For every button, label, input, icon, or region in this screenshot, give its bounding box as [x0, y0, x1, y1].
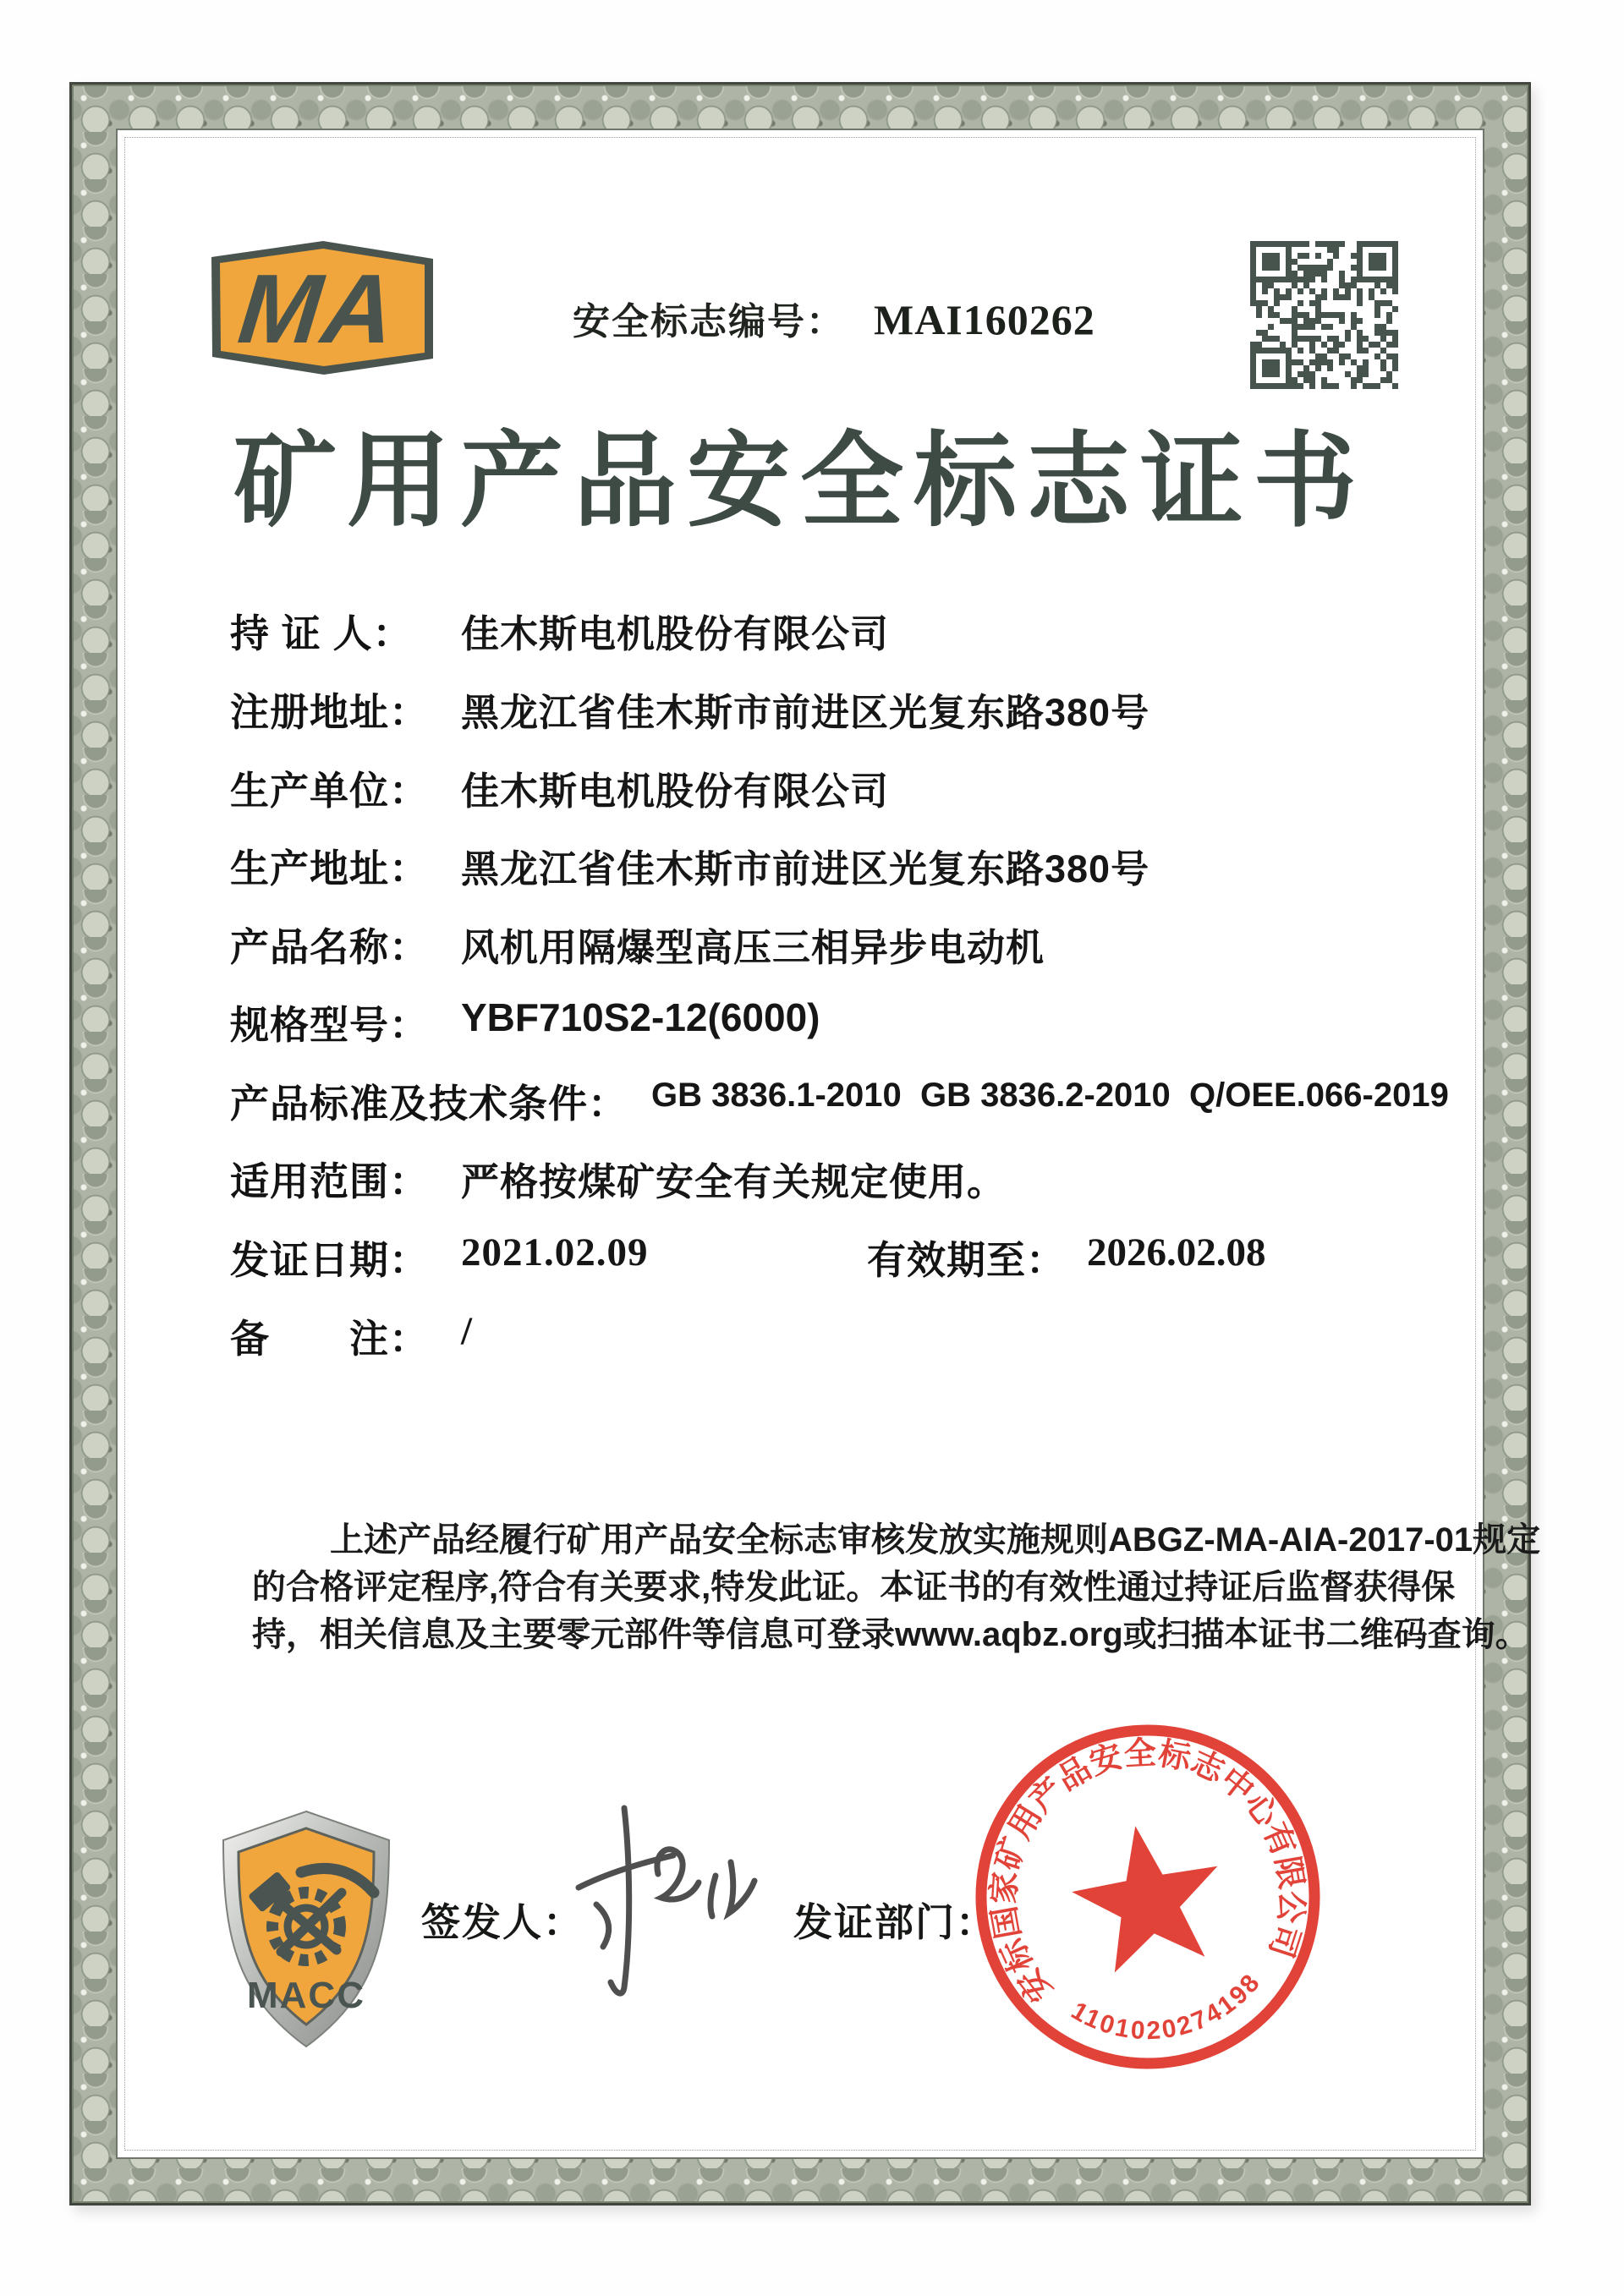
- field-row-standards: [0, 1073, 1624, 1124]
- field-value: 严格按煤矿安全有关规定使用。: [461, 1160, 1007, 1203]
- cert-number-value: MAI160262: [874, 296, 1095, 343]
- field-value: 黑龙江省佳木斯市前进区光复东路380号: [461, 691, 1150, 734]
- statement-line: 的合格评定程序,符合有关要求,特发此证。本证书的有效性通过持证后监督获得保: [252, 1569, 1456, 1606]
- field-label: 生产地址：: [230, 847, 429, 890]
- field-label: 持 证 人：: [230, 611, 413, 655]
- stamp-star-icon: [1062, 1813, 1232, 1977]
- field-label: 注册地址：: [230, 690, 429, 734]
- field-row-manufacturer: [0, 760, 1624, 811]
- statement-paragraph: [252, 1516, 1541, 1658]
- field-value: 佳木斯电机股份有限公司: [461, 770, 890, 813]
- qr-code-icon: [1250, 241, 1398, 389]
- official-stamp: [966, 1715, 1330, 2079]
- field-label: 生产单位：: [230, 769, 429, 813]
- issue-date-label: 发证日期：: [230, 1238, 429, 1282]
- statement-line: 持，相关信息及主要零元部件等信息可登录www.aqbz.org或扫描本证书二维码查询。: [252, 1616, 1529, 1653]
- field-row-scope: [0, 1151, 1624, 1202]
- expiry-date-label: 有效期至：: [867, 1238, 1066, 1282]
- field-row-holder: [0, 603, 1624, 654]
- macc-label: MACC: [247, 1975, 365, 2016]
- cert-number-line: [573, 291, 1095, 345]
- expiry-date-value: 2026.02.08: [1087, 1230, 1266, 1274]
- field-row-product-name: [0, 917, 1624, 967]
- field-value: GB 3836.1-2010 GB 3836.2-2010 Q/OEE.066-2019: [651, 1077, 1449, 1114]
- ma-logo-icon: [211, 239, 433, 376]
- issuing-dept-label: 发证部门：: [793, 1900, 996, 1944]
- field-row-dates: [0, 1230, 1624, 1280]
- field-value: 风机用隔爆型高压三相异步电动机: [461, 926, 1045, 969]
- field-label: 产品名称：: [230, 925, 429, 969]
- statement-line: 上述产品经履行矿用产品安全标志审核发放实施规则ABGZ-MA-AIA-2017-01规定: [330, 1521, 1541, 1559]
- remark-value: /: [461, 1309, 474, 1353]
- remark-label: 备 注：: [230, 1317, 429, 1361]
- field-label: 适用范围：: [230, 1159, 429, 1203]
- field-row-prod-address: [0, 838, 1624, 889]
- field-row-reg-address: [0, 682, 1624, 732]
- field-value: 黑龙江省佳木斯市前进区光复东路380号: [461, 847, 1150, 890]
- field-label: 产品标准及技术条件：: [230, 1082, 628, 1126]
- stamp-number-text: 1101020274198: [1066, 1967, 1267, 2046]
- ma-logo-letters: MA: [233, 254, 402, 364]
- field-label: 规格型号：: [230, 1003, 429, 1047]
- field-row-model: [0, 995, 1624, 1045]
- signature: [550, 1793, 761, 2008]
- field-row-remark: [0, 1308, 1624, 1359]
- cert-number-label: 安全标志编号：: [573, 301, 845, 342]
- field-value: 佳木斯电机股份有限公司: [461, 612, 890, 655]
- signer-label: 签发人：: [421, 1900, 584, 1944]
- certificate-title: 矿用产品安全标志证书: [233, 425, 1367, 540]
- field-value: YBF710S2-12(6000): [461, 995, 820, 1039]
- macc-shield-icon: [208, 1806, 404, 2052]
- issue-date-value: 2021.02.09: [461, 1230, 649, 1274]
- stamp-company-text: 安标国家矿用产品安全标志中心有限公司: [986, 1735, 1309, 2008]
